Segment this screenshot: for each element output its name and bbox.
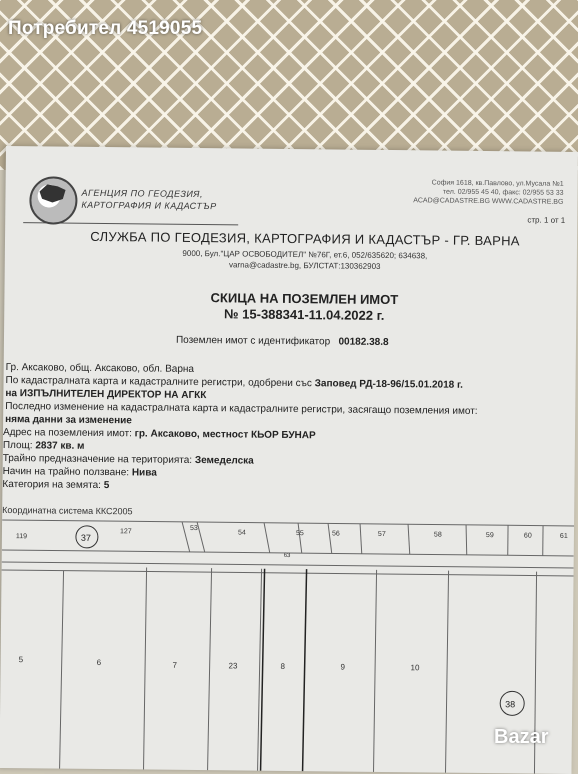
coordinate-system: Координатна система ККС2005 [2, 505, 132, 516]
agency-logo [23, 172, 239, 225]
category-label: Категория на земята: [2, 479, 101, 491]
usage-value: Нива [132, 467, 157, 478]
small-parcel-label: 63 [284, 553, 291, 559]
usage-row [3, 466, 157, 479]
agency-contacts [393, 178, 563, 207]
service-title: СЛУЖБА ПО ГЕОДЕЗИЯ, КАРТОГРАФИЯ И КАДАСТЪР - ГР. ВАРНА [75, 229, 535, 249]
approved-value: Заповед РД-18-96/15.01.2018 г. [315, 378, 463, 391]
service-address-line1: 9000, Бул."ЦАР ОСВОБОДИТЕЛ" №76Г, ет.6, 052/635620; 634638, [75, 247, 535, 263]
bottom-parcel-label: 23 [229, 661, 239, 670]
top-parcel-label: 56 [332, 530, 340, 537]
top-parcel-label: 53 [190, 525, 198, 532]
category-value: 5 [104, 480, 110, 491]
service-address-line2: varna@cadastre.bg, БУЛСТАТ:130362903 [75, 258, 535, 274]
document-number: № 15-388341-11.04.2022 г. [84, 305, 524, 326]
address-row [3, 427, 316, 441]
usage-label: Начин на трайно ползване: [3, 466, 130, 478]
top-parcel-label: 58 [434, 532, 442, 539]
last-change-value: няма данни за изменение [5, 414, 132, 426]
top-parcel-label: 60 [524, 532, 532, 539]
agency-name [81, 187, 217, 212]
document-sheet [0, 146, 578, 774]
user-watermark: Потребител 4519055 [8, 18, 202, 40]
purpose-label: Трайно предназначение на територията: [3, 453, 192, 466]
bottom-parcel-label-circled: 38 [505, 699, 515, 709]
identifier-label: Поземлен имот с идентификатор [176, 335, 330, 348]
last-change-label: Последно изменение на кадастралната карта и кадастралните регистри, засягащо поземления имот: [5, 401, 477, 417]
director-row: на ИЗПЪЛНИТЕЛЕН ДИРЕКТОР НА АГКК [5, 388, 206, 401]
top-parcel-label: 54 [238, 529, 246, 536]
contact-line3: ACAD@CADASTRE.BG WWW.CADASTRE.BG [393, 196, 563, 207]
top-parcel-label-circled: 37 [81, 533, 91, 543]
cadastral-map [0, 518, 574, 774]
top-parcel-label: 55 [296, 530, 304, 537]
document-title: СКИЦА НА ПОЗЕМЛЕН ИМОТ [84, 289, 524, 310]
service-address [75, 247, 535, 274]
bottom-parcel-label: 5 [19, 655, 24, 664]
top-parcel-label: 57 [378, 531, 386, 538]
top-parcel-label: 59 [486, 532, 494, 539]
globe-icon [29, 176, 78, 225]
bottom-parcel-label: 9 [341, 663, 346, 672]
cadastral-map-svg [0, 518, 574, 774]
address-value: гр. Аксаково, местност КЬОР БУНАР [135, 428, 316, 441]
bottom-parcel-label: 7 [173, 661, 178, 670]
top-parcel-label: 61 [560, 533, 568, 540]
contact-line2: тел. 02/955 45 40, факс: 02/955 53 33 [393, 187, 563, 198]
bottom-parcel-label: 6 [97, 658, 102, 667]
identifier-value: 00182.38.8 [338, 336, 388, 348]
marketplace-logo: Bazar [494, 726, 548, 749]
document-title-block [84, 289, 524, 326]
location-row: Гр. Аксаково, общ. Аксаково, обл. Варна [6, 362, 194, 375]
page-number: стр. 1 от 1 [527, 215, 565, 224]
identifier-row [176, 335, 389, 348]
address-label: Адрес на поземления имот: [3, 427, 132, 439]
agency-name-line2: КАРТОГРАФИЯ И КАДАСТЪР [81, 199, 216, 212]
top-parcel-label: 119 [16, 533, 27, 540]
bottom-parcel-label: 8 [281, 662, 286, 671]
bottom-parcel-label: 10 [411, 663, 421, 672]
area-value: 2837 кв. м [35, 440, 84, 452]
category-row [2, 479, 109, 491]
purpose-row [3, 453, 254, 467]
purpose-value: Земеделска [195, 455, 254, 467]
approved-label: По кадастралната карта и кадастралните регистри, одобрени със [5, 375, 311, 389]
area-row [3, 440, 85, 452]
agency-name-line1: АГЕНЦИЯ ПО ГЕОДЕЗИЯ, [81, 187, 216, 200]
area-label: Площ: [3, 440, 33, 451]
contact-line1: София 1618, кв.Павлово, ул.Мусала №1 [394, 178, 564, 189]
top-parcel-label: 127 [120, 528, 132, 535]
